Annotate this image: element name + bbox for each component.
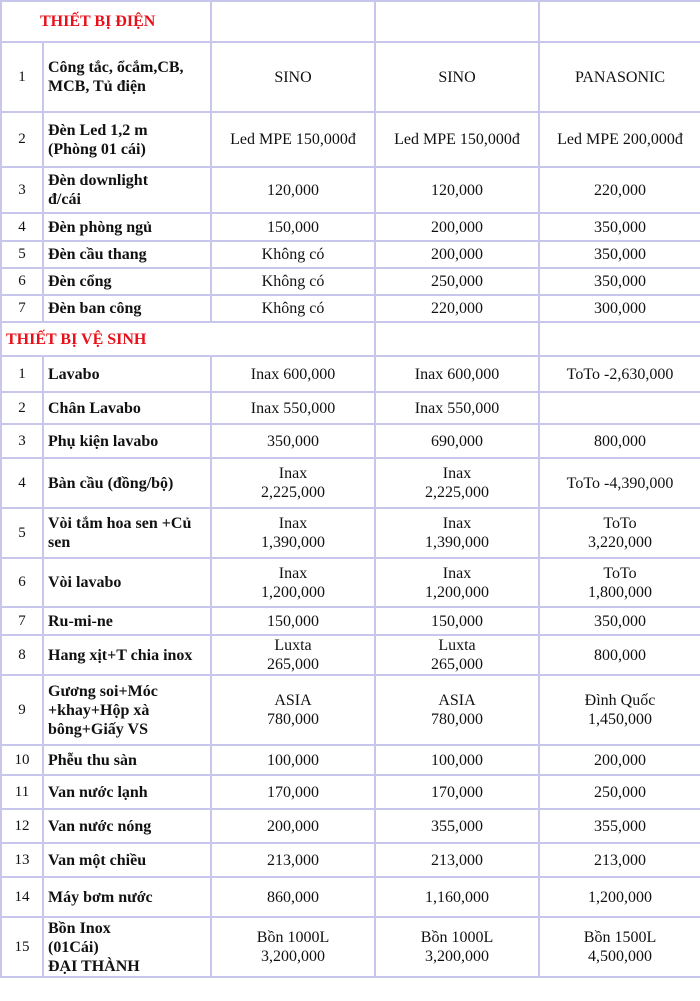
item-name [43,607,211,635]
cell-line: Luxta [274,637,312,654]
option-2-value [375,241,539,268]
table-row [1,843,700,877]
option-1-value [211,843,375,877]
cell-line: (Phòng 01 cái) [48,140,146,158]
option-3-value [539,675,700,745]
cell-line: Đèn phòng ngủ [48,218,153,236]
cell-line: Inax [442,564,472,582]
cell-line: ToTo [603,515,637,532]
item-name [43,809,211,843]
option-1-value [211,775,375,809]
option-2-value [375,392,539,424]
item-name [43,241,211,268]
cell-line: Ru-mi-ne [48,612,113,630]
option-1-value [211,112,375,167]
section-title: THIẾT BỊ VỆ SINH [1,322,375,356]
cell-line: Van nước nóng [48,817,152,835]
cell-line: Led MPE 150,000đ [230,131,356,148]
cell-line: 800,000 [594,432,646,450]
table-row [1,607,700,635]
cell-line: Inax [278,515,308,532]
option-2-value [375,424,539,458]
cell-line: Bồn 1000L [256,929,330,946]
cell-line: 350,000 [267,432,319,450]
item-name [43,213,211,241]
option-3-value [539,809,700,843]
cell-line: ASIA [274,692,312,709]
option-1-value [211,675,375,745]
cell-line: 350,000 [594,273,646,290]
row-number: 4 [1,458,43,508]
option-2-value [375,112,539,167]
option-2-value [375,356,539,392]
row-number: 15 [1,917,43,977]
cell-line: 860,000 [267,888,319,906]
table-row [1,508,700,558]
option-3-value [539,295,700,322]
cell-line: Máy bơm nước [48,888,153,906]
cell-line: Phụ kiện lavabo [48,432,159,450]
option-1-value [211,635,375,675]
cell-line: 250,000 [431,273,483,290]
row-number: 14 [1,877,43,917]
cell-line: 300,000 [594,300,646,317]
option-3-value [539,877,700,917]
cell-line: 1,160,000 [425,888,489,906]
table-row [1,775,700,809]
cell-line: Inax [442,515,472,532]
item-name [43,675,211,745]
item-name [43,508,211,558]
option-1-value [211,607,375,635]
table-row [1,167,700,213]
row-number: 7 [1,607,43,635]
cell-line: Inax 600,000 [250,365,336,383]
cell-line: 213,000 [267,851,319,869]
cell-line: Bồn 1500L [583,929,657,946]
cell-line: 220,000 [594,181,646,199]
section-title: THIẾT BỊ ĐIỆN [1,1,211,42]
table-row [1,917,700,977]
row-number: 6 [1,558,43,607]
cell-line: Đèn Led 1,2 m [48,121,148,139]
row-number: 1 [1,356,43,392]
cell-line: 100,000 [267,751,319,769]
table-row [1,809,700,843]
item-name [43,268,211,295]
row-number: 8 [1,635,43,675]
cell-line: 800,000 [594,646,646,664]
option-3-value [539,112,700,167]
option-3-value [539,268,700,295]
option-2-value [375,917,539,977]
option-1-value [211,356,375,392]
option-1-value [211,809,375,843]
cell-line: 355,000 [431,817,483,835]
cell-line: 1,450,000 [588,711,652,728]
table-row [1,745,700,775]
cell-line: 3,200,000 [425,948,489,965]
row-number: 1 [1,42,43,112]
cell-line: 265,000 [267,656,319,673]
option-1-value [211,241,375,268]
cell-line: Led MPE 150,000đ [394,131,520,148]
option-1-value [211,745,375,775]
table-row [1,675,700,745]
row-number: 3 [1,167,43,213]
cell-line: 350,000 [594,246,646,263]
section-header-row [1,1,700,42]
row-number: 4 [1,213,43,241]
cell-line: 780,000 [431,711,483,728]
option-2-value [375,213,539,241]
option-1-value [211,877,375,917]
row-number: 11 [1,775,43,809]
price-table-body [1,1,700,977]
option-3-value [539,843,700,877]
item-name [43,558,211,607]
table-row [1,213,700,241]
option-3-value [539,356,700,392]
cell-line: SINO [438,68,476,86]
item-name [43,458,211,508]
cell-line: bông+Giấy VS [48,720,148,738]
option-2-value [375,42,539,112]
cell-line: 150,000 [431,612,483,630]
cell-line: +khay+Hộp xà [48,701,150,719]
cell-line: sen [48,534,71,551]
option-2-value [375,607,539,635]
cell-line: Led MPE 200,000đ [557,131,683,148]
cell-line: Chân Lavabo [48,399,141,417]
table-row [1,877,700,917]
cell-line: 200,000 [431,218,483,236]
cell-line: đ/cái [48,191,81,208]
cell-line: Phễu thu sàn [48,751,137,769]
option-3-value [539,241,700,268]
cell-line: ToTo -4,390,000 [566,474,674,492]
cell-line: Gương soi+Móc [48,682,158,700]
row-number: 5 [1,241,43,268]
option-2-value [375,809,539,843]
cell-line: Đình Quốc [584,692,656,709]
option-3-value [539,424,700,458]
option-1-value [211,508,375,558]
item-name [43,917,211,977]
cell-line: 780,000 [267,711,319,728]
item-name [43,843,211,877]
item-name [43,295,211,322]
cell-line: 1,200,000 [588,888,652,906]
cell-line: Bồn 1000L [420,929,494,946]
option-1-value [211,42,375,112]
option-2-value [375,458,539,508]
item-name [43,42,211,112]
cell-line: Hang xịt+T chia inox [48,646,193,664]
option-3-value [539,745,700,775]
cell-line: Van nước lạnh [48,783,148,801]
option-2-value [375,635,539,675]
cell-line: MCB, Tủ điện [48,78,146,95]
option-3-value [539,558,700,607]
item-name [43,745,211,775]
table-row [1,295,700,322]
cell-line: Luxta [438,637,476,654]
option-3-value [539,635,700,675]
row-number: 5 [1,508,43,558]
row-number: 3 [1,424,43,458]
cell-line: 2,225,000 [261,484,325,501]
option-3-value [539,775,700,809]
empty-cell [375,322,539,356]
table-row [1,112,700,167]
table-row [1,424,700,458]
row-number: 7 [1,295,43,322]
option-3-value [539,167,700,213]
empty-cell [539,1,700,42]
section-header-row [1,322,700,356]
cell-line: Vòi lavabo [48,574,122,591]
cell-line: 355,000 [594,817,646,835]
option-1-value [211,213,375,241]
cell-line: Inax [278,465,308,482]
cell-line: Đèn ban công [48,300,142,317]
option-2-value [375,775,539,809]
cell-line: 100,000 [431,751,483,769]
cell-line: Không có [261,246,325,263]
option-2-value [375,558,539,607]
cell-line: ĐẠI THÀNH [48,957,140,975]
cell-line: Không có [261,300,325,317]
option-3-value [539,213,700,241]
table-row [1,635,700,675]
cell-line: 220,000 [431,300,483,317]
item-name [43,392,211,424]
cell-line: 150,000 [267,612,319,630]
cell-line: Inax [442,465,472,482]
item-name [43,167,211,213]
cell-line: 120,000 [267,181,319,199]
table-row [1,458,700,508]
cell-line: 213,000 [594,851,646,869]
cell-line: 170,000 [267,783,319,801]
cell-line: 200,000 [431,246,483,263]
cell-line: 1,390,000 [425,534,489,551]
cell-line: Không có [261,273,325,290]
cell-line: 120,000 [431,181,483,199]
item-name [43,424,211,458]
cell-line: Lavabo [48,365,100,383]
cell-line: 170,000 [431,783,483,801]
cell-line: 690,000 [431,432,483,450]
cell-line: ASIA [438,692,476,709]
row-number: 9 [1,675,43,745]
item-name [43,635,211,675]
cell-line: ToTo -2,630,000 [566,365,674,383]
option-2-value [375,675,539,745]
cell-line: 200,000 [267,817,319,835]
cell-line: 1,390,000 [261,534,325,551]
cell-line: SINO [274,68,312,86]
option-2-value [375,877,539,917]
cell-line: 213,000 [431,851,483,869]
cell-line: ToTo [603,564,637,582]
item-name [43,112,211,167]
cell-line: Inax [278,564,308,582]
cell-line: Vòi tắm hoa sen +Củ [48,515,192,532]
table-row [1,356,700,392]
table-row [1,42,700,112]
option-2-value [375,268,539,295]
cell-line: 250,000 [594,783,646,801]
cell-line: 1,200,000 [261,583,325,601]
cell-line: 350,000 [594,218,646,236]
row-number: 12 [1,809,43,843]
cell-line: 3,220,000 [588,534,652,551]
option-1-value [211,268,375,295]
table-row [1,558,700,607]
cell-line: Inax 550,000 [250,399,336,417]
empty-cell [211,1,375,42]
cell-line: Công tắc, ổcắm,CB, [48,59,184,76]
row-number: 2 [1,112,43,167]
item-name [43,877,211,917]
option-1-value [211,392,375,424]
cell-line: (01Cái) [48,938,99,956]
empty-cell [539,322,700,356]
cell-line: 3,200,000 [261,948,325,965]
cell-line: PANASONIC [574,68,666,86]
option-2-value [375,167,539,213]
cell-line: 265,000 [431,656,483,673]
table-row [1,241,700,268]
option-3-value [539,917,700,977]
cell-line: Inax 600,000 [414,365,500,383]
cell-line: 350,000 [594,612,646,630]
table-row [1,268,700,295]
item-name [43,775,211,809]
row-number: 2 [1,392,43,424]
option-2-value [375,843,539,877]
cell-line: 200,000 [594,751,646,769]
cell-line: 1,800,000 [588,583,652,601]
option-3-value [539,458,700,508]
option-3-value [539,508,700,558]
row-number: 6 [1,268,43,295]
cell-line: 150,000 [267,218,319,236]
row-number: 10 [1,745,43,775]
option-1-value [211,917,375,977]
option-3-value [539,392,700,424]
cell-line: 1,200,000 [425,583,489,601]
option-2-value [375,295,539,322]
empty-cell [375,1,539,42]
option-2-value [375,508,539,558]
option-1-value [211,458,375,508]
cell-line: Van một chiều [48,851,147,869]
cell-line: Đèn downlight [48,172,149,189]
cell-line: Inax 550,000 [414,399,500,417]
option-3-value [539,607,700,635]
option-2-value [375,745,539,775]
cell-line: Bồn Inox [48,919,111,937]
option-1-value [211,424,375,458]
option-3-value [539,42,700,112]
cell-line: Bàn cầu (đồng/bộ) [48,474,174,492]
table-row [1,392,700,424]
cell-line: Đèn cầu thang [48,246,147,263]
item-name [43,356,211,392]
cell-line: Đèn cổng [48,273,112,290]
row-number: 13 [1,843,43,877]
cell-line: 4,500,000 [588,948,652,965]
option-1-value [211,167,375,213]
option-1-value [211,558,375,607]
option-1-value [211,295,375,322]
cell-line: 2,225,000 [425,484,489,501]
